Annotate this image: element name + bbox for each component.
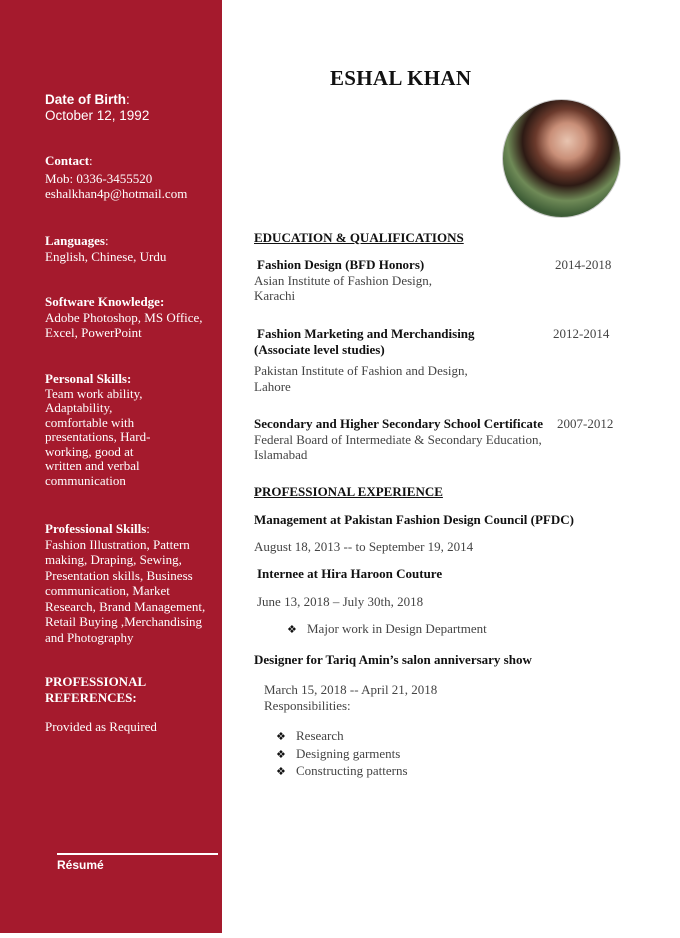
software-line: Adobe Photoshop, MS Office, [45,309,203,325]
references-section [45,674,157,735]
personal-skill-line: Team work ability, [45,385,143,401]
experience-dates: August 18, 2013 -- to September 19, 2014 [254,539,474,554]
languages-section: Languages: English, Chinese, Urdu [45,233,167,264]
education-line: Pakistan Institute of Fashion and Design, [254,363,468,378]
references-value: Provided as Required [45,719,157,734]
personal-skill-line: working, good at [45,443,134,459]
contact-mobile: Mob: 0336-3455520 [45,170,153,186]
education-line: Lahore [254,378,291,394]
contact-label: Contact [45,153,90,168]
education-years: 2007-2012 [557,416,614,431]
education-item [254,326,475,394]
professional-skill-line: and Photography [45,629,134,645]
diamond-bullet-icon: ❖ [276,731,286,743]
education-line: Islamabad [254,447,308,462]
footer-label: Résumé [57,858,104,872]
diamond-bullet-icon: ❖ [287,624,297,636]
contact-section: Contact: Mob: 0336-3455520 eshalkhan4p@hotmail.com [45,153,188,201]
dob-label: Date of Birth [45,92,126,107]
professional-skills-label: Professional Skills [45,521,147,536]
education-line: Karachi [254,288,296,303]
professional-skill-line: Research, Brand Management, [45,598,206,614]
experience-bullet: ❖ Major work in Design Department [287,621,487,639]
personal-skill-line: written and verbal [45,458,140,474]
education-line: Federal Board of Intermediate & Secondary Education, [254,431,542,447]
contact-email[interactable]: eshalkhan4p@hotmail.com [45,186,188,201]
languages-label: Languages [45,233,105,248]
experience-detail [264,682,437,713]
professional-skill-line: Retail Buying ,Merchandising [45,614,203,629]
profile-photo [502,99,621,218]
education-heading: EDUCATION & QUALIFICATIONS [254,230,464,245]
education-title: Fashion Design (BFD Honors) [257,257,425,272]
references-label: REFERENCES: [45,689,137,705]
candidate-name: ESHAL KHAN [330,66,472,90]
professional-skill-line: Presentation skills, Business [45,567,193,583]
experience-note: Responsibilities: [264,697,351,713]
footer-divider [57,853,218,855]
software-label: Software Knowledge: [45,294,165,309]
education-item [254,416,543,463]
diamond-bullet-icon: ❖ [276,748,286,761]
experience-dates: June 13, 2018 – July 30th, 2018 [257,594,424,609]
experience-bullet: Research [296,728,344,743]
dob-value: October 12, 1992 [45,107,150,123]
education-title: Fashion Marketing and Merchandising [257,326,475,341]
experience-bullet: Constructing patterns [296,763,408,778]
professional-skill-line: making, Draping, Sewing, [45,552,182,567]
education-subtitle: (Associate level studies) [254,341,385,357]
references-label: PROFESSIONAL [45,674,147,689]
languages-value: English, Chinese, Urdu [45,248,167,264]
professional-skill-line: communication, Market [45,583,170,598]
personal-skills-label: Personal Skills: [45,371,132,386]
experience-title: Internee at Hira Haroon Couture [257,566,443,581]
professional-skills-section: Professional Skills: Fashion Illustration, Pattern making, Draping, Sewing, Presentation skills, Business communication, Market Research, Brand Management, Retail Buying ,Merchandising and Photography [45,521,206,645]
experience-title: Designer for Tariq Amin’s salon anniversary show [254,652,532,667]
education-years: 2012-2014 [553,326,610,341]
experience-bullet-list [276,728,408,781]
education-years: 2014-2018 [555,257,612,272]
software-line: Excel, PowerPoint [45,325,142,340]
personal-skill-line: Adaptability, [45,400,113,416]
dob-section: Date of Birth: October 12, 1992 [45,92,150,123]
diamond-bullet-icon: ❖ [276,766,286,778]
education-line: Asian Institute of Fashion Design, [254,272,433,288]
education-item [254,257,432,304]
professional-skill-line: Fashion Illustration, Pattern [45,536,190,552]
software-section [45,294,203,341]
experience-bullet: Designing garments [296,745,401,761]
experience-dates: March 15, 2018 -- April 21, 2018 [264,682,438,697]
education-title: Secondary and Higher Secondary School Certificate [254,416,543,431]
experience-title: Management at Pakistan Fashion Design Council (PFDC) [254,512,574,527]
personal-skill-line: presentations, Hard- [45,429,151,445]
personal-skills-section [45,371,150,489]
personal-skill-line: communication [45,473,126,489]
experience-heading: PROFESSIONAL EXPERIENCE [254,484,443,499]
personal-skill-line: comfortable with [45,414,135,430]
